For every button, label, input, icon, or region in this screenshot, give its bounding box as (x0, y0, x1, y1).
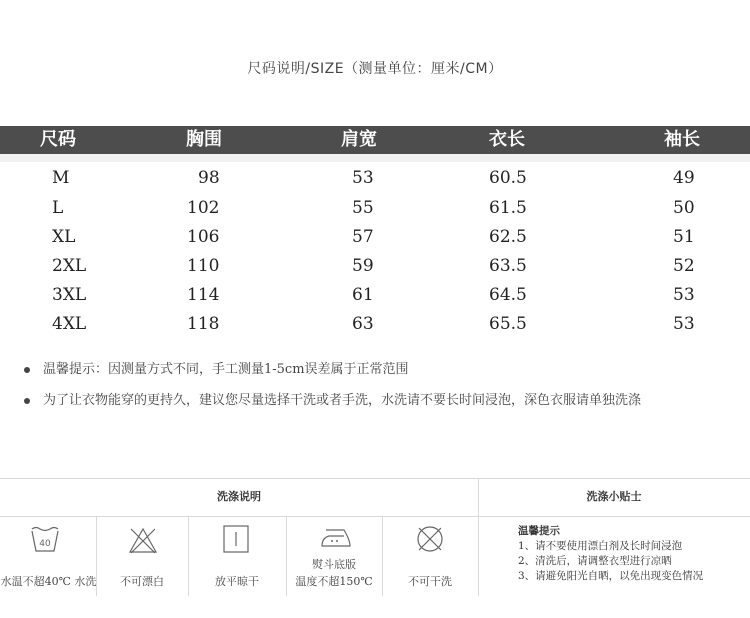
cell-length: 60.5 (489, 168, 527, 188)
cell-shoulder: 53 (352, 168, 374, 188)
cell-sleeve: 50 (673, 198, 695, 218)
table-row (0, 194, 750, 223)
cell-size: XL (52, 227, 76, 247)
dry-flat-label: 放平晾干 (215, 575, 259, 588)
header-shadow (0, 154, 750, 162)
notes-list (24, 359, 641, 421)
bullet-icon (24, 367, 30, 373)
table-row (0, 223, 750, 252)
cell-length: 62.5 (489, 227, 527, 247)
header-chest: 胸围 (186, 129, 222, 150)
wash-instructions-heading: 洗涤说明 (217, 490, 261, 503)
iron-low-label: 熨斗底版 温度不超150℃ (295, 558, 373, 588)
cell-size: 3XL (52, 285, 87, 305)
cell-shoulder: 55 (352, 198, 374, 218)
cell-size: L (52, 198, 64, 218)
wash-40-label: 水温不超40℃ 水洗 (0, 575, 97, 588)
cell-shoulder: 63 (352, 314, 374, 334)
cell-shoulder: 59 (352, 256, 374, 276)
cell-sleeve: 49 (673, 168, 695, 188)
cell-chest: 102 (187, 198, 220, 218)
table-row (0, 310, 750, 339)
header-shoulder: 肩宽 (341, 129, 377, 150)
wash-40-icon (30, 525, 60, 553)
cell-length: 61.5 (489, 198, 527, 218)
cell-sleeve: 53 (673, 314, 695, 334)
table-row (0, 252, 750, 281)
dry-flat-icon (222, 524, 250, 554)
cell-chest: 114 (187, 285, 220, 305)
cell-size: 2XL (52, 256, 87, 276)
no-bleach-icon (128, 526, 158, 554)
size-table-header (0, 126, 750, 154)
header-sleeve: 袖长 (664, 129, 700, 150)
cell-shoulder: 61 (352, 285, 374, 305)
tips-title: 温馨提示 (518, 525, 560, 537)
tip-line: 3、请避免阳光自晒，以免出现变色情况 (518, 570, 704, 582)
cell-chest: 110 (187, 256, 220, 276)
no-bleach-label: 不可漂白 (120, 575, 164, 588)
iron-low-icon (320, 526, 352, 550)
no-dry-clean-label: 不可干洗 (408, 575, 452, 588)
size-chart-title: 尺码说明/SIZE（测量单位：厘米/CM） (247, 61, 503, 77)
note-text: 温馨提示：因测量方式不同，手工测量1-5cm误差属于正常范围 (43, 362, 409, 377)
bullet-icon (24, 398, 30, 404)
note-text: 为了让衣物能穿的更持久，建议您尽量选择干洗或者手洗，水洗请不要长时间浸泡，深色衣服请单独洗涤 (43, 393, 642, 408)
no-dry-clean-icon (415, 524, 445, 554)
cell-length: 64.5 (489, 285, 527, 305)
cell-shoulder: 57 (352, 227, 374, 247)
svg-text:40: 40 (39, 539, 51, 549)
table-row (0, 164, 750, 193)
wash-tips (518, 524, 703, 584)
header-size: 尺码 (40, 129, 76, 150)
cell-sleeve: 52 (673, 256, 695, 276)
cell-size: M (52, 168, 70, 188)
cell-length: 63.5 (489, 256, 527, 276)
divider (0, 516, 750, 517)
header-length: 衣长 (489, 129, 525, 150)
cell-chest: 106 (187, 227, 220, 247)
tip-line: 2、清洗后，请调整衣型进行凉晒 (518, 555, 672, 567)
cell-size: 4XL (52, 314, 87, 334)
table-row (0, 281, 750, 310)
tip-line: 1、请不要使用漂白剂及长时间浸泡 (518, 540, 683, 552)
cell-sleeve: 53 (673, 285, 695, 305)
wash-tips-heading: 洗涤小贴士 (586, 490, 642, 503)
note-item (24, 390, 641, 421)
cell-length: 65.5 (489, 314, 527, 334)
cell-chest: 98 (198, 168, 220, 188)
cell-sleeve: 51 (673, 227, 695, 247)
note-item (24, 359, 641, 390)
cell-chest: 118 (187, 314, 220, 334)
